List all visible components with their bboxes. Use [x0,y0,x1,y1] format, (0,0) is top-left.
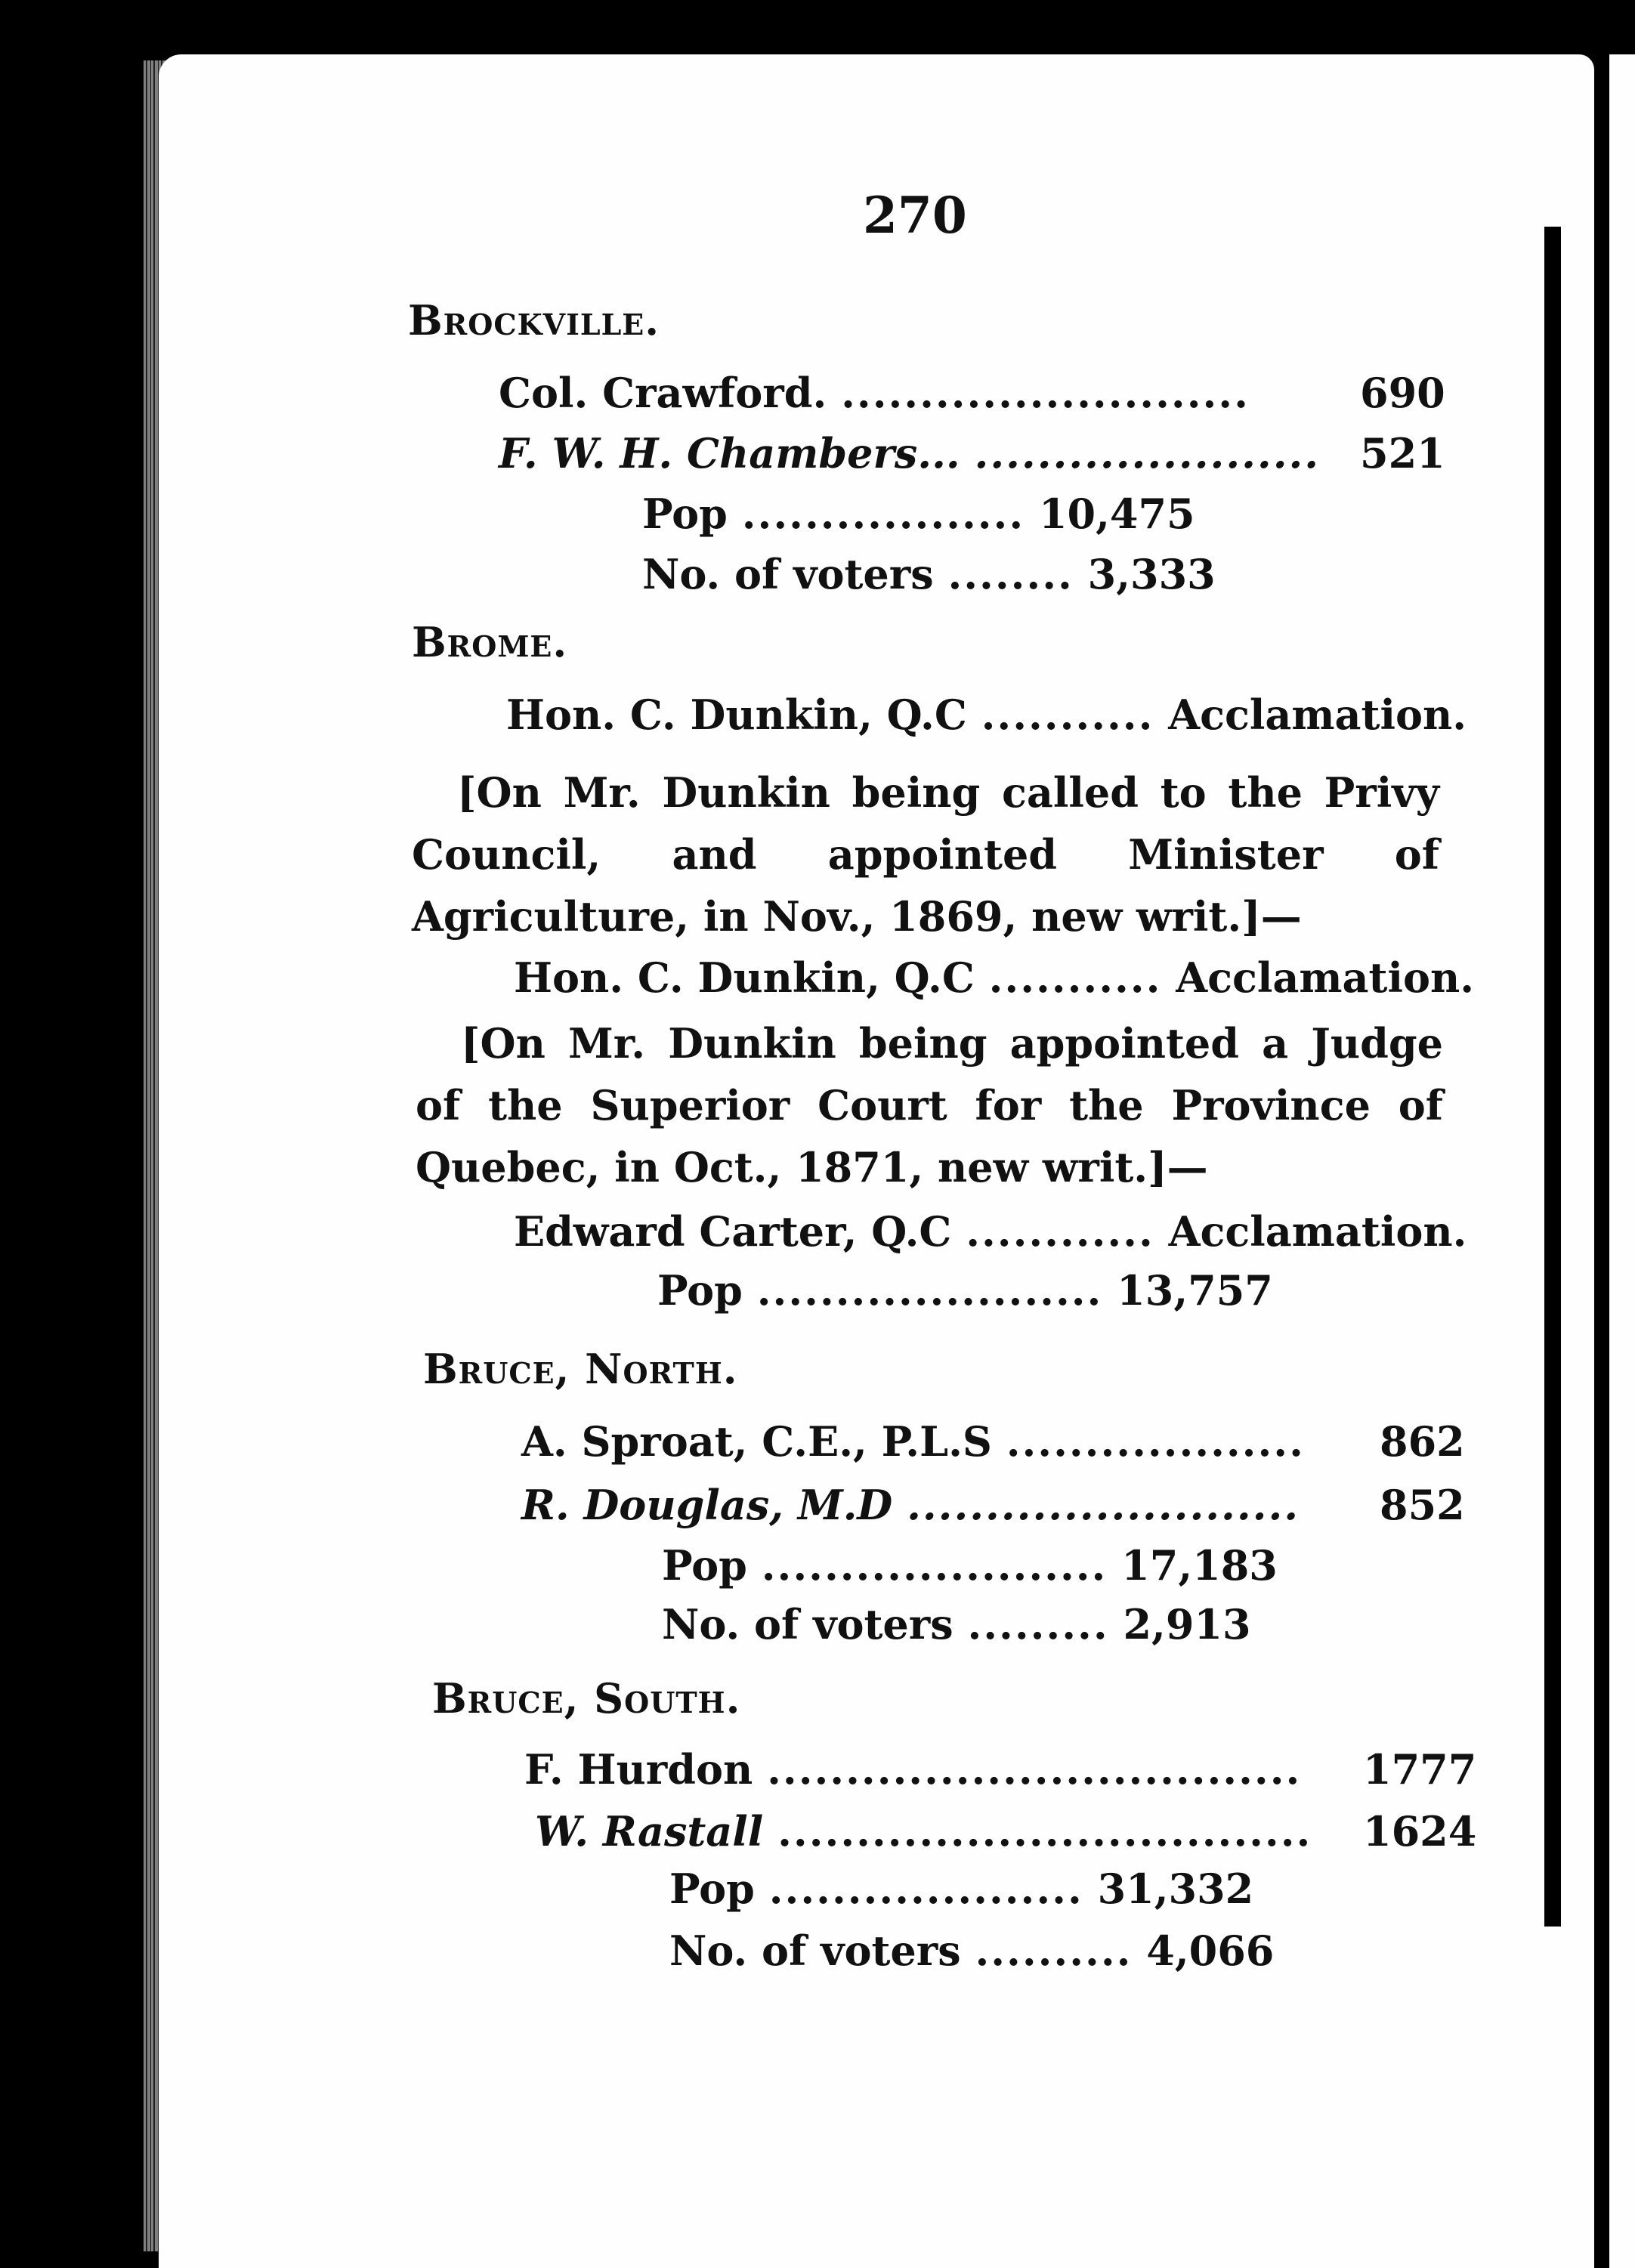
candidate-row [499,429,1320,477]
candidate-name: R. Douglas, M.D [521,1481,893,1529]
candidate-row [524,1745,1301,1794]
population-row [669,1865,1253,1913]
vote-count: 862 [1380,1417,1465,1466]
voters-row [669,1927,1274,1975]
population-row [642,490,1195,538]
acclamation-row [514,1207,1467,1256]
dot-leader: ................... [1006,1417,1305,1466]
dot-leader: ...................... [761,1541,1108,1590]
candidate-name: A. Sproat, C.E., P.L.S [521,1417,992,1466]
result: Acclamation. [1168,691,1467,739]
pop-value: 31,332 [1097,1865,1254,1913]
section-heading-bruce-south: Bruce, South. [432,1674,741,1723]
voters-value: 4,066 [1146,1927,1275,1975]
candidate-row [499,369,1250,417]
pop-value: 10,475 [1038,490,1195,538]
dot-leader: ............ [966,1207,1154,1256]
vote-count: 521 [1360,429,1445,477]
result: Acclamation. [1168,1207,1467,1256]
acclamation-row [514,953,1474,1002]
dot-leader: ......... [967,1600,1109,1648]
voters-label: No. of voters [669,1927,961,1975]
page-number: 270 [863,186,967,245]
candidate-name: Col. Crawford. [499,369,827,417]
vote-count: 690 [1360,369,1445,417]
candidate-name: W. Rastall [535,1807,764,1855]
candidate-name: Edward Carter, Q.C [514,1207,952,1256]
voters-row [662,1600,1251,1648]
pop-label: Pop [657,1266,743,1315]
population-row [662,1541,1278,1590]
candidate-name: F. Hurdon [524,1745,753,1794]
voters-value: 2,913 [1123,1600,1251,1648]
result: Acclamation. [1176,953,1475,1002]
note-paragraph: [On Mr. Dunkin being called to the Privy Council, and appointed Minister of Agriculture, in Nov., 1869, new writ.]— [412,768,1439,941]
voters-value: 3,333 [1087,550,1216,598]
pop-label: Pop [669,1865,755,1913]
pop-label: Pop [662,1541,747,1590]
dot-leader: .................. [741,490,1025,538]
candidate-name: F. W. H. Chambers... [499,429,960,477]
candidate-name: Hon. C. Dunkin, Q.C [506,691,967,739]
dot-leader: ........... [981,691,1154,739]
voters-label: No. of voters [642,550,934,598]
pop-value: 17,183 [1121,1541,1278,1590]
dot-leader: ......................... [907,1481,1300,1529]
vote-count: 1777 [1363,1745,1477,1794]
dot-leader: .................................. [777,1807,1312,1855]
dot-leader: .......... [975,1927,1133,1975]
vote-count: 852 [1380,1481,1465,1529]
section-heading-brome: Brome. [412,618,568,666]
dot-leader: ...................... [756,1266,1103,1315]
voters-row [642,550,1216,598]
voters-label: No. of voters [662,1600,953,1648]
pop-value: 13,757 [1117,1266,1273,1315]
acclamation-row [506,691,1467,739]
pop-label: Pop [642,490,728,538]
dot-leader: .......................... [841,369,1250,417]
candidate-row [535,1807,1312,1855]
candidate-row [521,1417,1305,1466]
section-heading-brockville: Brockville. [408,296,660,345]
candidate-row [521,1481,1300,1529]
dot-leader: .................... [768,1865,1083,1913]
note-paragraph: [On Mr. Dunkin being appointed a Judge of the Superior Court for the Province of Quebec, in Oct., 1871, new writ.]— [416,1019,1443,1191]
section-heading-bruce-north: Bruce, North. [423,1345,738,1393]
dot-leader: .................................. [767,1745,1302,1794]
dot-leader: ...................... [974,429,1321,477]
dot-leader: ........ [947,550,1074,598]
population-row [657,1266,1273,1315]
dot-leader: ........... [988,953,1162,1002]
candidate-name: Hon. C. Dunkin, Q.C [514,953,975,1002]
vote-count: 1624 [1363,1807,1477,1855]
